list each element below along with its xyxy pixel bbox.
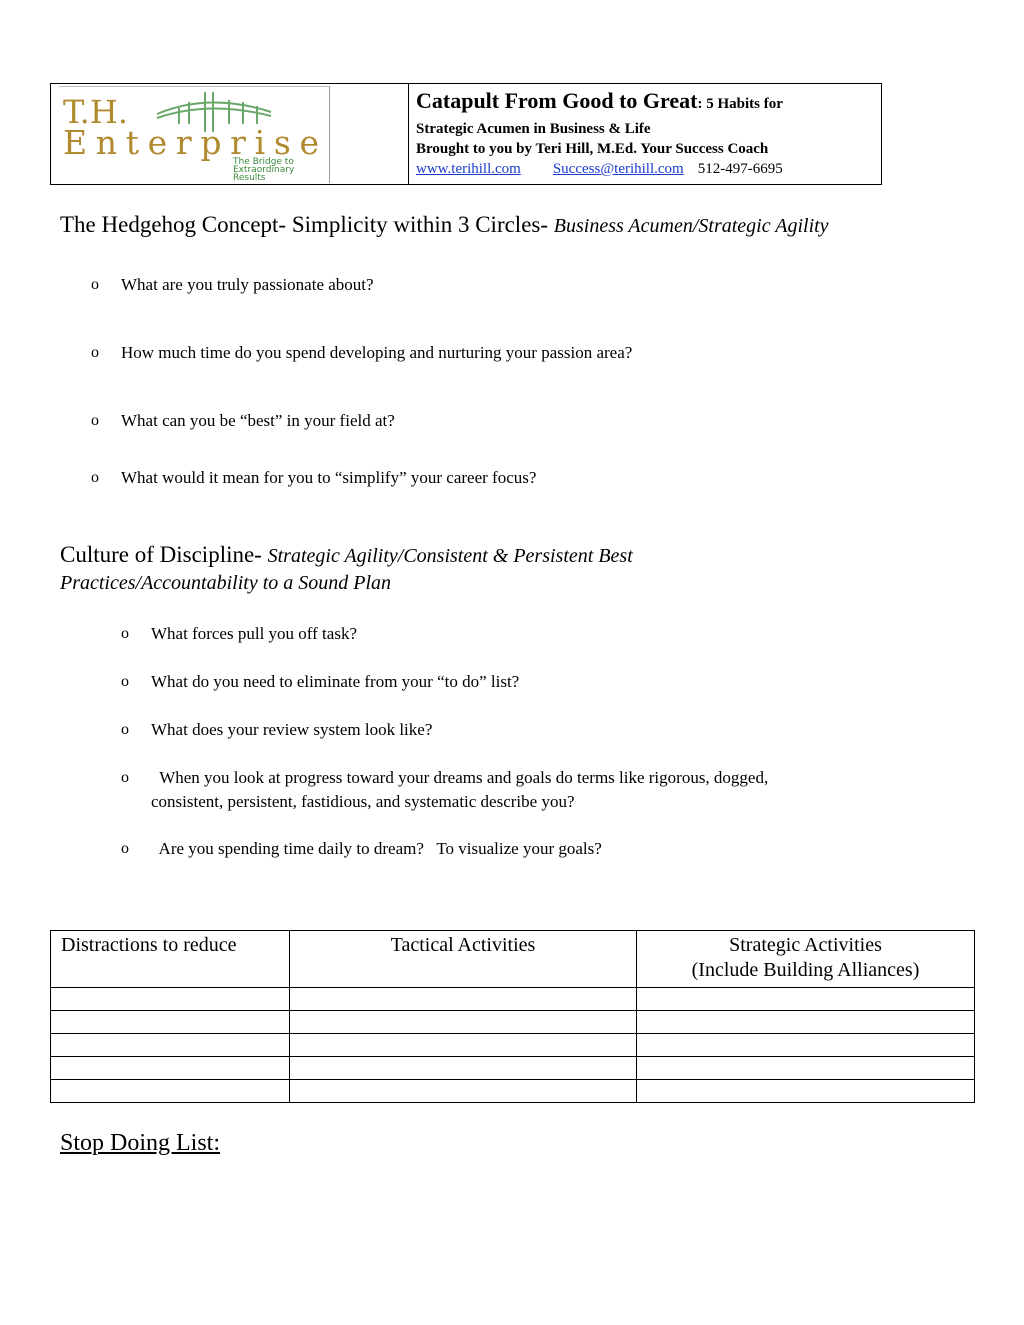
activities-table: [50, 930, 975, 1103]
discipline-heading: [60, 541, 633, 570]
table-cell[interactable]: [637, 1011, 975, 1034]
website-link[interactable]: www.terihill.com: [416, 161, 521, 177]
document-title: [416, 86, 875, 119]
title-main: Catapult From Good to Great: [416, 88, 698, 113]
header-info: [416, 86, 875, 180]
table-cell[interactable]: [51, 1034, 290, 1057]
email-link[interactable]: Success@terihill.com: [552, 161, 684, 177]
hedgehog-heading: [60, 211, 829, 240]
logo-tagline2: Extraordinary: [233, 165, 295, 175]
discipline-heading-cont: [60, 568, 391, 597]
discipline-title-italic-2: Practices/Accountability to a Sound Plan: [60, 572, 392, 594]
table-row: [51, 1034, 975, 1057]
table-cell[interactable]: [290, 1034, 637, 1057]
discipline-title: Culture of Discipline-: [60, 542, 268, 567]
col-distractions: Distractions to reduce: [51, 931, 290, 988]
table-row: [51, 1011, 975, 1034]
col-strategic: Strategic Activities (Include Building Alliances): [637, 931, 975, 988]
discipline-title-italic-1: Strategic Agility/Consistent & Persistent Best: [267, 545, 633, 567]
table-cell[interactable]: [51, 1011, 290, 1034]
bullet-icon: o: [91, 469, 99, 486]
hedgehog-title-italic: Business Acumen/Strategic Agility: [553, 215, 829, 237]
enterprise-logo: [61, 88, 323, 182]
table-cell[interactable]: [51, 988, 290, 1011]
table-cell[interactable]: [290, 1011, 637, 1034]
logo-tagline3: Results: [233, 173, 266, 182]
table-cell[interactable]: [290, 1080, 637, 1103]
table-cell[interactable]: [637, 1080, 975, 1103]
bullet-icon: o: [121, 769, 129, 786]
hedgehog-title: The Hedgehog Concept- Simplicity within 3 Circles-: [60, 212, 554, 237]
bullet-icon: o: [91, 276, 99, 293]
bullet-icon: o: [121, 673, 129, 690]
logo-line1: T.H.: [63, 93, 128, 131]
bullet-icon: o: [121, 721, 129, 738]
contact-line: [416, 159, 875, 180]
table-cell[interactable]: [290, 1057, 637, 1080]
table-row: [51, 1080, 975, 1103]
table-cell[interactable]: [637, 1057, 975, 1080]
table-row: [51, 1057, 975, 1080]
table-cell[interactable]: [637, 1034, 975, 1057]
phone-number: 512-497-6695: [697, 161, 783, 177]
table-header-row: [51, 931, 975, 988]
table-cell[interactable]: [637, 988, 975, 1011]
bullet-icon: o: [91, 412, 99, 429]
subtitle-line: Strategic Acumen in Business & Life: [416, 121, 651, 137]
header-box: [50, 83, 882, 185]
logo-line2: Enterprise: [63, 123, 319, 162]
bullet-icon: o: [121, 625, 129, 642]
bullet-icon: o: [121, 840, 129, 857]
table-row: [51, 988, 975, 1011]
logo-cell: [51, 84, 409, 184]
table-cell[interactable]: [290, 988, 637, 1011]
col-tactical: Tactical Activities: [290, 931, 637, 988]
stop-doing-heading: Stop Doing List:: [60, 1130, 221, 1156]
logo-tagline1: The Bridge to: [233, 157, 294, 167]
title-sub: : 5 Habits for: [697, 96, 783, 112]
table-cell[interactable]: [51, 1080, 290, 1103]
author-line: Brought to you by Teri Hill, M.Ed. Your Success Coach: [416, 141, 769, 157]
bullet-icon: o: [91, 344, 99, 361]
table-cell[interactable]: [51, 1057, 290, 1080]
